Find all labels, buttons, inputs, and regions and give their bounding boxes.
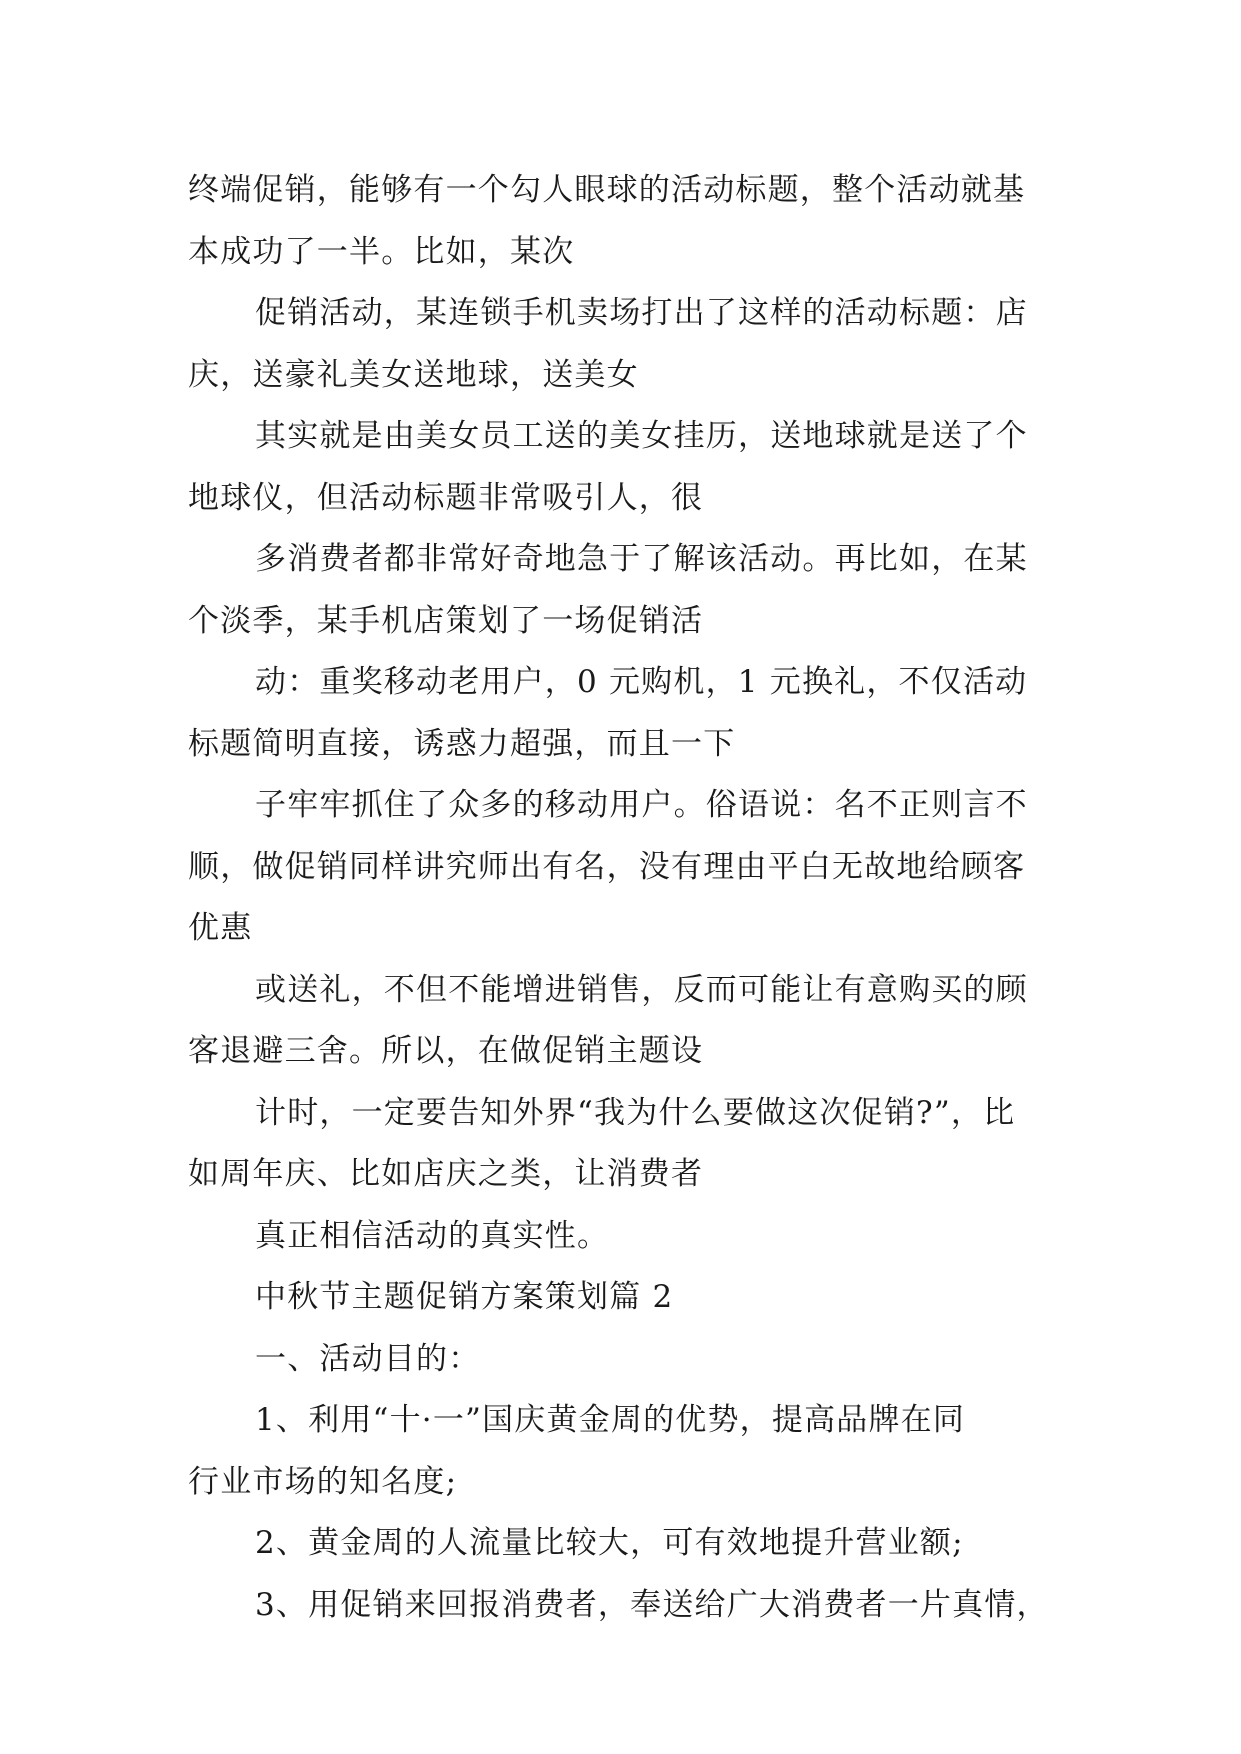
paragraph: 多消费者都非常好奇地急于了解该活动。再比如，在某 个淡季，某手机店策划了一场促销活 xyxy=(188,541,1028,639)
subsection-heading: 一、活动目的： xyxy=(255,1340,481,1377)
paragraph: 真正相信活动的真实性。 xyxy=(255,1217,610,1254)
paragraph: 动：重奖移动老用户，0 元购机，1 元换礼，不仅活动 标题简明直接，诱惑力超强，而且一下 xyxy=(188,664,1028,762)
paragraph: 促销活动，某连锁手机卖场打出了这样的活动标题：店 庆，送豪礼美女送地球，送美女 xyxy=(188,295,1028,393)
paragraph: 或送礼，不但不能增进销售，反而可能让有意购买的顾 客退避三舍。所以，在做促销主题设 xyxy=(188,971,1028,1069)
list-item: 1、利用“十·一”国庆黄金周的优势，提高品牌在同 行业市场的知名度; xyxy=(188,1402,966,1500)
paragraph: 其实就是由美女员工送的美女挂历，送地球就是送了个 地球仪，但活动标题非常吸引人，很 xyxy=(188,418,1028,516)
list-item: 3、用促销来回报消费者，奉送给广大消费者一片真情， xyxy=(255,1586,1049,1623)
paragraph: 计时，一定要告知外界“我为什么要做这次促销?”，比 如周年庆、比如店庆之类，让消费者 xyxy=(188,1094,1016,1192)
paragraph: 子牢牢抓住了众多的移动用户。俗语说：名不正则言不 顺，做促销同样讲究师出有名，没有理由平白无故地给顾客 优惠 xyxy=(188,787,1028,946)
list-item: 2、黄金周的人流量比较大，可有效地提升营业额; xyxy=(255,1525,964,1561)
section-heading: 中秋节主题促销方案策划篇 2 xyxy=(255,1279,674,1315)
paragraph: 终端促销，能够有一个勾人眼球的活动标题，整个活动就基 本成功了一半。比如，某次 xyxy=(188,172,1026,270)
document-body xyxy=(188,160,1058,1636)
